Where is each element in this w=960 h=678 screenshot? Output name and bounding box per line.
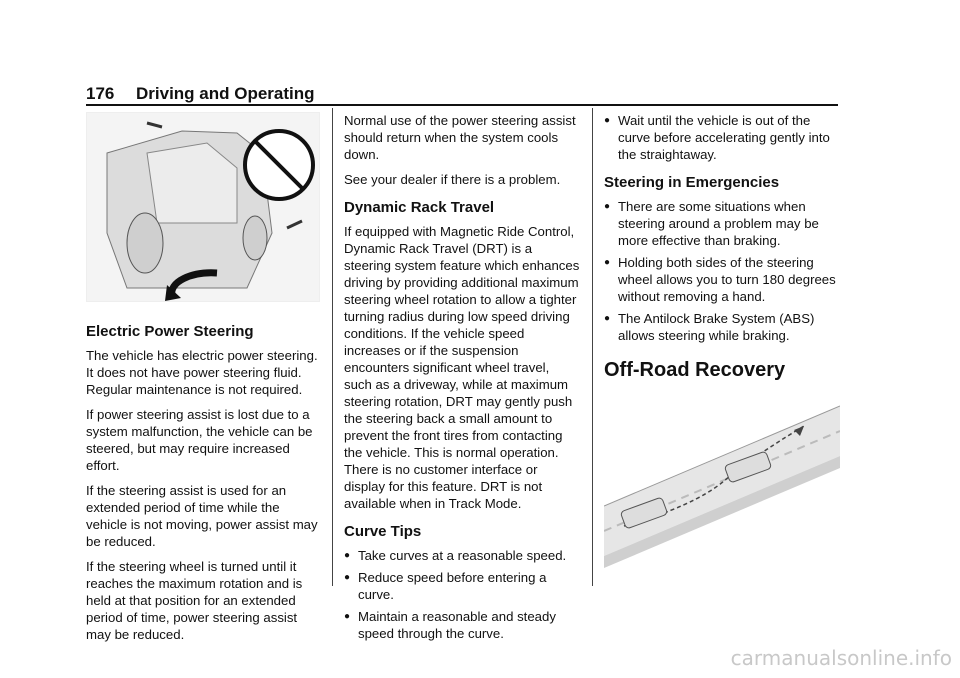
column-divider-1	[332, 108, 333, 586]
section-title: Driving and Operating	[136, 84, 315, 103]
heading-off-road-recovery: Off-Road Recovery	[604, 359, 786, 381]
bullet-icon: ●	[344, 611, 351, 622]
heading-dynamic-rack-travel: Dynamic Rack Travel	[344, 199, 495, 216]
paragraph: If the steering wheel is turned until it reaches the maximum rotation and is held at that position for an extended period of time, power steering assist may be reduced.	[86, 559, 303, 642]
paragraph: If equipped with Magnetic Ride Control, Dynamic Rack Travel (DRT) is a steering system feature which enhances driving by providing additional maximum steering wheel rotation to allow a tighter turning radius during low speed driving conditions. If the vehicle speed increases or if the suspension encounters significant wheel travel, such as a driveway, while at maximum steering rotation, DRT may gently push the steering back a small amount to prevent the front tires from contacting the vehicle. This is normal operation. There is no customer interface or display for this feature. DRT is not available when in Track Mode.	[344, 224, 580, 511]
paragraph: If power steering assist is lost due to a system malfunction, the vehicle can be steered, but may require increased effort.	[86, 407, 313, 473]
paragraph: Normal use of the power steering assist should return when the system cools down.	[344, 113, 576, 162]
list-item: ● The Antilock Brake System (ABS) allows steering while braking.	[604, 311, 815, 343]
bullet-icon: ●	[604, 313, 611, 324]
off-road-recovery-illustration	[604, 396, 840, 572]
column-2	[344, 112, 580, 650]
list-item: ● There are some situations when steering around a problem may be more effective than braking.	[604, 199, 819, 248]
heading-curve-tips: Curve Tips	[344, 523, 422, 540]
curve-tips-list	[344, 547, 580, 642]
bullet-icon: ●	[604, 201, 611, 212]
list-item: ● Holding both sides of the steering wheel allows you to turn 180 degrees without removing a hand.	[604, 255, 836, 304]
list-item: ● Take curves at a reasonable speed.	[344, 548, 567, 563]
bullet-icon: ●	[344, 550, 351, 561]
list-item: ● Wait until the vehicle is out of the curve before accelerating gently into the straightaway.	[604, 113, 830, 162]
column-1	[86, 112, 322, 651]
curve-tips-list-cont	[604, 112, 840, 163]
paragraph: See your dealer if there is a problem.	[344, 172, 561, 187]
steering-lock-illustration	[86, 112, 320, 302]
heading-electric-power-steering: Electric Power Steering	[86, 323, 254, 340]
bullet-icon: ●	[604, 257, 611, 268]
watermark: carmanualsonline.info	[730, 646, 952, 670]
page-header	[86, 82, 838, 104]
header-rule	[86, 104, 838, 106]
paragraph: The vehicle has electric power steering. It does not have power steering fluid. Regular maintenance is not required.	[86, 348, 318, 397]
bullet-icon: ●	[604, 115, 611, 126]
list-item: ● Maintain a reasonable and steady speed through the curve.	[344, 609, 556, 641]
page-number: 176	[86, 84, 115, 103]
column-3	[604, 112, 840, 576]
heading-steering-in-emergencies: Steering in Emergencies	[604, 174, 780, 191]
column-divider-2	[592, 108, 593, 586]
paragraph: If the steering assist is used for an extended period of time while the vehicle is not moving, power assist may be reduced.	[86, 483, 318, 549]
emergency-list	[604, 198, 840, 344]
list-item: ● Reduce speed before entering a curve.	[344, 570, 547, 602]
bullet-icon: ●	[344, 572, 351, 583]
